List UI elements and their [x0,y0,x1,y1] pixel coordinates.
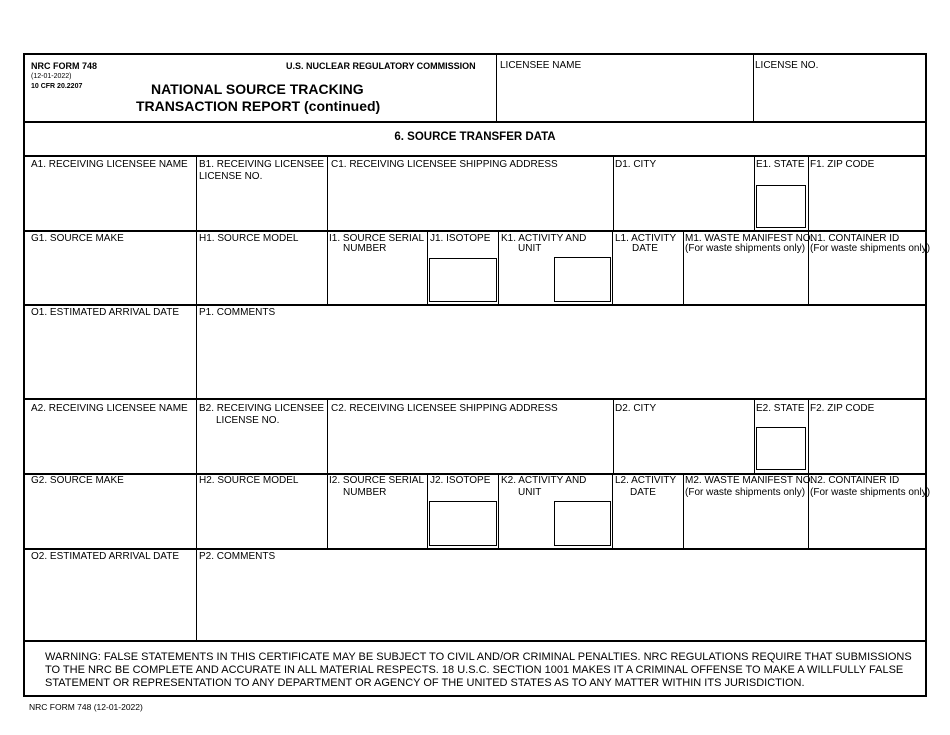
divider [327,155,328,230]
b1-label-line-2: LICENSE NO. [199,171,263,182]
divider [808,155,809,230]
j2-isotope-input[interactable] [429,501,497,546]
section-title: 6. SOURCE TRANSFER DATA [394,131,556,143]
footer-form-number: NRC FORM 748 (12-01-2022) [29,702,143,712]
l1-label-line-2: DATE [632,243,658,254]
k2-activity-unit-input[interactable] [554,501,611,546]
k1-activity-unit-label: K1. ACTIVITY AND [501,233,587,244]
f2-zip-code-field[interactable]: F2. ZIP CODE [810,403,875,414]
form-title-line-1: NATIONAL SOURCE TRACKING [151,81,364,97]
h1-source-model-field[interactable]: H1. SOURCE MODEL [199,233,299,244]
divider [196,473,197,548]
h2-source-model-field[interactable]: H2. SOURCE MODEL [199,475,299,486]
i2-label-line-2: NUMBER [343,487,387,498]
f1-zip-code-field[interactable]: F1. ZIP CODE [810,159,875,170]
divider [196,230,197,304]
divider [196,155,197,230]
c1-shipping-address-field[interactable]: C1. RECEIVING LICENSEE SHIPPING ADDRESS [331,159,558,170]
divider [25,640,925,642]
l2-label-line-2: DATE [630,487,656,498]
c2-shipping-address-field[interactable]: C2. RECEIVING LICENSEE SHIPPING ADDRESS [331,403,558,414]
e1-state-input[interactable] [756,185,806,228]
m1-waste-manifest-field[interactable]: M1. WASTE MANIFEST NO. [685,233,814,244]
divider [25,398,925,400]
a1-receiving-licensee-name-field[interactable]: A1. RECEIVING LICENSEE NAME [31,159,188,170]
m1-label-note: (For waste shipments only) [685,243,806,254]
o1-estimated-arrival-date-field[interactable]: O1. ESTIMATED ARRIVAL DATE [31,307,179,318]
n2-container-id-field[interactable]: N2. CONTAINER ID [810,475,900,486]
divider [754,398,755,473]
n2-label-note: (For waste shipments only) [810,487,931,498]
k2-activity-unit-label: K2. ACTIVITY AND [501,475,587,486]
i1-source-serial-field[interactable]: I1. SOURCE SERIAL [329,233,425,244]
divider [612,473,613,548]
divider [496,55,497,121]
form-title-line-2: TRANSACTION REPORT (continued) [136,98,381,114]
j1-isotope-label: J1. ISOTOPE [430,233,491,244]
nrc-form [23,53,931,697]
l2-activity-date-field[interactable]: L2. ACTIVITY [615,475,677,486]
divider [754,155,755,230]
g1-source-make-field[interactable]: G1. SOURCE MAKE [31,233,124,244]
license-no-field[interactable]: LICENSE NO. [755,60,819,71]
divider [196,398,197,473]
licensee-name-field[interactable]: LICENSEE NAME [500,60,582,71]
divider [25,155,925,157]
divider [327,230,328,304]
m2-label-note: (For waste shipments only) [685,487,806,498]
form-number: NRC FORM 748 [31,61,98,71]
i2-source-serial-field[interactable]: I2. SOURCE SERIAL [329,475,425,486]
k1-label-line-2: UNIT [518,243,542,254]
n1-container-id-field[interactable]: N1. CONTAINER ID [810,233,900,244]
o2-estimated-arrival-date-field[interactable]: O2. ESTIMATED ARRIVAL DATE [31,551,179,562]
n1-label-note: (For waste shipments only) [810,243,931,254]
agency-name: U.S. NUCLEAR REGULATORY COMMISSION [286,61,476,71]
divider [427,230,428,304]
warning-statement: WARNING: FALSE STATEMENTS IN THIS CERTIFICATE MAY BE SUBJECT TO CIVIL AND/OR CRIMINAL PENALTIES. NRC REGULATIONS REQUIRE THAT SUBMISSIONS TO THE NRC BE COMPLETE AND ACCURATE IN ALL MATERIAL RESPECTS. 18 U.S.C. SECTION 1001 MAKES IT A CRIMINAL OFFENSE TO MAKE A WILLFULLY FALSE STATEMENT OR REPRESENTATION TO ANY DEPARTMENT OR AGENCY OF THE UNITED STATES AS TO ANY MATTER WITHIN ITS JURISDICTION. [45,651,912,689]
p2-comments-field[interactable]: P2. COMMENTS [199,551,276,562]
divider [612,230,613,304]
j2-isotope-label: J2. ISOTOPE [430,475,491,486]
divider [498,230,499,304]
e1-state-label: E1. STATE [756,159,805,170]
divider [196,548,197,640]
divider [327,398,328,473]
divider [25,121,925,123]
divider [327,473,328,548]
b2-label-line-2: LICENSE NO. [216,415,280,426]
k2-label-line-2: UNIT [518,487,542,498]
k1-activity-unit-input[interactable] [554,257,611,302]
p1-comments-field[interactable]: P1. COMMENTS [199,307,276,318]
a2-receiving-licensee-name-field[interactable]: A2. RECEIVING LICENSEE NAME [31,403,188,414]
d1-city-field[interactable]: D1. CITY [615,159,657,170]
l1-activity-date-field[interactable]: L1. ACTIVITY [615,233,677,244]
b1-receiving-licensee-license-no-field[interactable]: B1. RECEIVING LICENSEE [199,159,325,170]
b2-receiving-licensee-license-no-field[interactable]: B2. RECEIVING LICENSEE [199,403,325,414]
divider [196,304,197,399]
divider [613,398,614,473]
divider [427,473,428,548]
i1-label-line-2: NUMBER [343,243,387,254]
j1-isotope-input[interactable] [429,258,497,302]
cfr-reference: 10 CFR 20.2207 [31,83,83,90]
divider [25,304,925,306]
divider [753,55,754,121]
divider [808,473,809,548]
divider [683,230,684,304]
g2-source-make-field[interactable]: G2. SOURCE MAKE [31,475,124,486]
divider [808,230,809,304]
divider [683,473,684,548]
e2-state-label: E2. STATE [756,403,805,414]
divider [808,398,809,473]
e2-state-input[interactable] [756,427,806,470]
divider [613,155,614,230]
form-date: (12-01-2022) [31,73,72,80]
m2-waste-manifest-field[interactable]: M2. WASTE MANIFEST NO. [685,475,814,486]
divider [498,473,499,548]
d2-city-field[interactable]: D2. CITY [615,403,657,414]
divider [25,548,925,550]
divider [25,230,925,232]
